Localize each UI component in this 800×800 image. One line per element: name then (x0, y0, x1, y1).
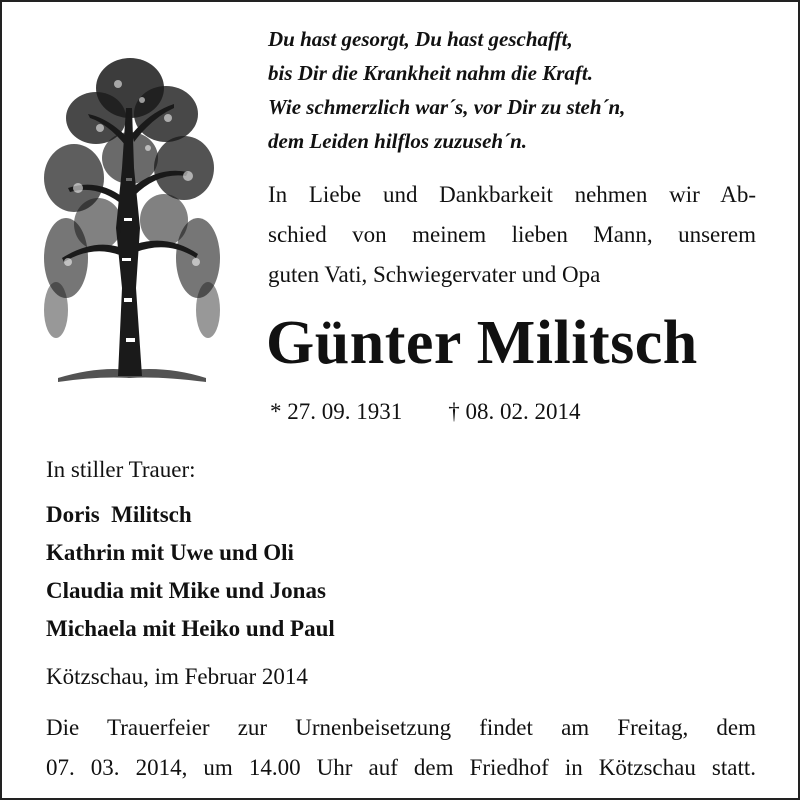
poem-line: Du hast gesorgt, Du hast geschafft, (268, 27, 573, 51)
intro-text (268, 175, 756, 295)
death-date: † 08. 02. 2014 (448, 399, 581, 424)
intro-line: In Liebe und Dankbarkeit nehmen wir Ab- (268, 182, 756, 207)
ceremony-line: Die Trauerfeier zur Urnenbeisetzung findet am Freitag, dem (46, 715, 756, 740)
list-item: Michaela mit Heiko und Paul (46, 616, 335, 641)
poem-line: Wie schmerzlich war´s, vor Dir zu steh´n, (268, 95, 626, 119)
birth-date: * 27. 09. 1931 (270, 399, 403, 424)
ceremony-text (46, 708, 756, 788)
mourners-label: In stiller Trauer: (46, 457, 196, 482)
poem-line: bis Dir die Krankheit nahm die Kraft. (268, 61, 593, 85)
life-dates (270, 396, 581, 428)
intro-line: guten Vati, Schwiegervater und Opa (268, 262, 601, 287)
birch-tree-icon (38, 48, 222, 388)
deceased-name: Günter Militsch (266, 309, 698, 377)
ceremony-line: 07. 03. 2014, um 14.00 Uhr auf dem Friedhof in Kötzschau statt. (46, 755, 756, 780)
place-date: Kötzschau, im Februar 2014 (46, 664, 308, 689)
list-item: Doris Militsch (46, 502, 192, 527)
poem-verse (268, 22, 768, 158)
poem-line: dem Leiden hilflos zuzuseh´n. (268, 129, 528, 153)
intro-line: schied von meinem lieben Mann, unserem (268, 222, 756, 247)
list-item: Kathrin mit Uwe und Oli (46, 540, 294, 565)
list-item: Claudia mit Mike und Jonas (46, 578, 326, 603)
mourners-list (46, 496, 335, 648)
